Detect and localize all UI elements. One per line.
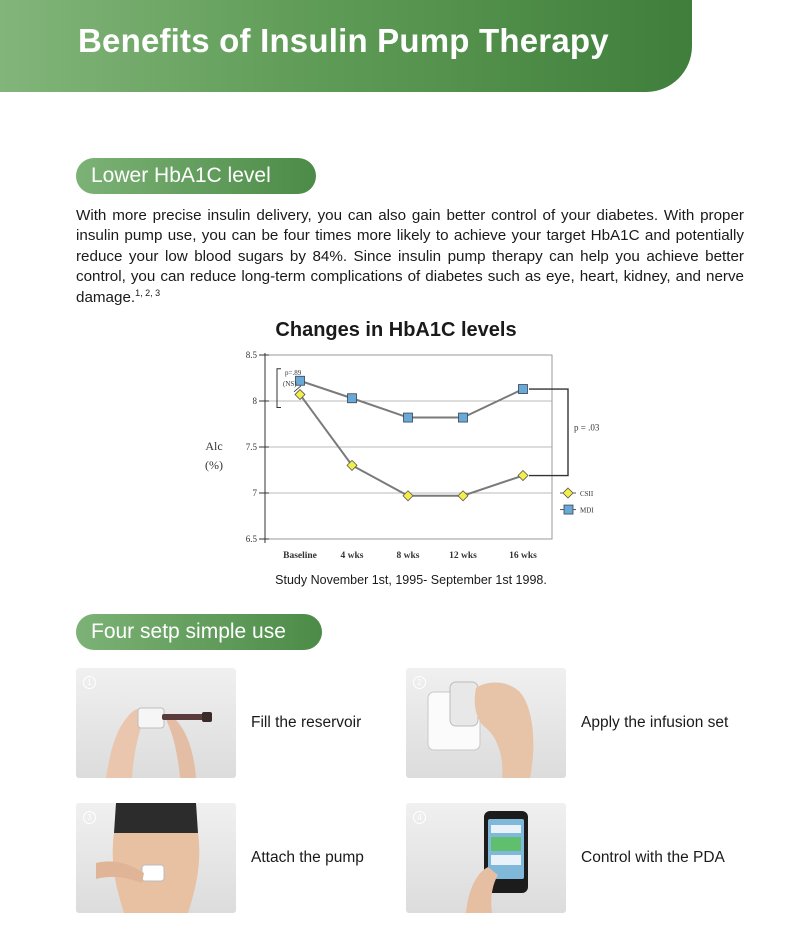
hba1c-paragraph-text: With more precise insulin delivery, you can also gain better control of your diabetes. With proper insulin pump use, you can be four times more likely to achieve your target HbA1C and potentially reduce your low blood sugars by 84%. Since insulin pump therapy can help you achieve better control, you can reduce long-term complications of diabetes such as eye, heart, kidney, and nerve damage.	[76, 207, 744, 306]
step-4-label: Control with the PDA	[581, 849, 725, 866]
step-1-label: Fill the reservoir	[251, 714, 362, 731]
step-3-label: Attach the pump	[251, 849, 364, 866]
legend-marker-csii	[563, 488, 573, 498]
pda-phone-illustration	[406, 803, 566, 913]
section-heading-steps: Four setp simple use	[76, 614, 322, 650]
step-3-number: 3	[83, 811, 96, 824]
step-3-photo	[76, 803, 236, 913]
legend-marker-mdi	[564, 505, 573, 514]
legend-label-csii: CSII	[580, 490, 594, 498]
mdi-point	[296, 376, 305, 385]
fill-reservoir-illustration	[76, 668, 236, 778]
hba1c-paragraph	[76, 206, 744, 308]
step-1-photo	[76, 668, 236, 778]
step-4-photo	[406, 803, 566, 913]
chart-title: Changes in HbA1C levels	[275, 319, 517, 341]
step-2-label: Apply the infusion set	[581, 714, 729, 731]
csii-point	[518, 471, 528, 481]
y-axis-label: Alc	[205, 439, 223, 453]
x-tick-label: Baseline	[283, 551, 317, 561]
end-bracket	[529, 389, 568, 475]
y-tick-label: 7	[252, 488, 257, 498]
chart-labels	[205, 350, 600, 561]
x-tick-label: 16 wks	[509, 551, 537, 561]
legend-label-mdi: MDI	[580, 506, 594, 515]
csii-point	[403, 491, 413, 501]
chart-series	[295, 376, 528, 501]
chart-caption: Study November 1st, 1995- September 1st 1998.	[275, 573, 547, 587]
x-tick-label: 8 wks	[396, 551, 420, 561]
chart-axes	[259, 353, 269, 543]
step-2-number: 2	[413, 676, 426, 689]
step-4-number: 4	[413, 811, 426, 824]
mdi-point	[404, 413, 413, 422]
baseline-p-value: p=.89	[285, 368, 302, 377]
series-line-csii	[300, 395, 523, 496]
x-tick-label: 12 wks	[449, 551, 477, 561]
y-axis-label-unit: (%)	[205, 458, 223, 472]
baseline-ns-label: (NS)	[283, 379, 297, 388]
baseline-bracket	[277, 369, 281, 408]
reference-superscript: 1, 2, 3	[135, 287, 161, 298]
page-title: Benefits of Insulin Pump Therapy	[78, 22, 609, 59]
x-tick-label: 4 wks	[340, 551, 364, 561]
step-2-photo	[406, 668, 566, 778]
y-tick-label: 8.5	[245, 350, 257, 360]
mdi-point	[459, 413, 468, 422]
mdi-point	[519, 385, 528, 394]
header-banner	[0, 0, 692, 92]
csii-point	[458, 491, 468, 501]
hba1c-line-chart	[190, 345, 630, 570]
step-1-number: 1	[83, 676, 96, 689]
attach-pump-illustration	[76, 803, 236, 913]
infusion-set-illustration	[406, 668, 566, 778]
y-tick-label: 7.5	[245, 442, 257, 452]
y-tick-label: 6.5	[245, 534, 257, 544]
mdi-point	[348, 394, 357, 403]
series-line-mdi	[300, 381, 523, 418]
chart-legend	[560, 488, 594, 515]
section-heading-hba1c: Lower HbA1C level	[76, 158, 316, 194]
y-tick-label: 8	[252, 396, 257, 406]
end-p-value: p = .03	[574, 422, 600, 433]
